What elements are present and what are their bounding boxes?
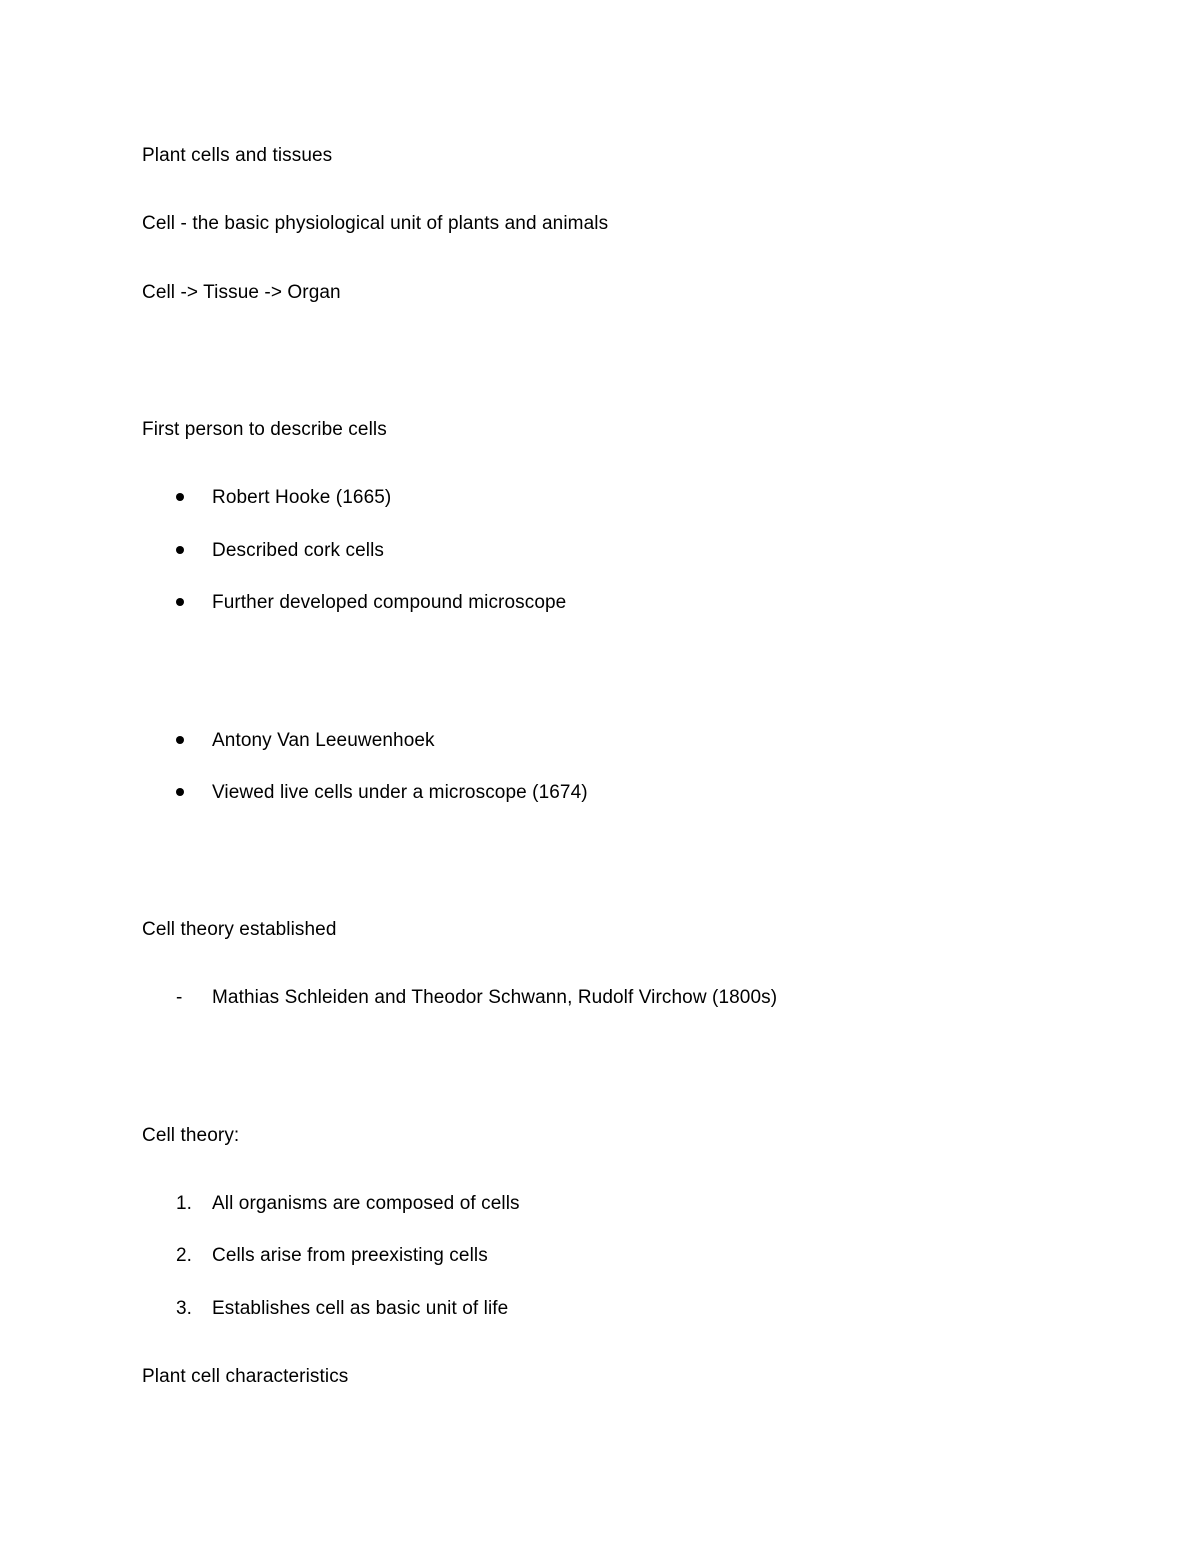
cell-definition: Cell - the basic physiological unit of plants and animals	[142, 213, 609, 234]
list-item-text: Robert Hooke (1665)	[212, 487, 392, 508]
list-item-text: All organisms are composed of cells	[212, 1193, 520, 1214]
list-item-text: Mathias Schleiden and Theodor Schwann, Rudolf Virchow (1800s)	[212, 987, 778, 1008]
cell-theory-heading: Cell theory:	[142, 1125, 240, 1146]
document-title: Plant cells and tissues	[142, 145, 333, 166]
theory-established-heading: Cell theory established	[142, 919, 337, 940]
cell-hierarchy: Cell -> Tissue -> Organ	[142, 282, 341, 303]
bullet-icon	[176, 493, 184, 501]
list-item-text: Viewed live cells under a microscope (1674)	[212, 782, 588, 803]
list-item-text: Described cork cells	[212, 540, 384, 561]
characteristics-heading: Plant cell characteristics	[142, 1366, 349, 1387]
bullet-icon	[176, 736, 184, 744]
bullet-icon	[176, 598, 184, 606]
dash-marker: -	[176, 987, 183, 1008]
list-number: 3.	[176, 1298, 192, 1319]
list-item-text: Establishes cell as basic unit of life	[212, 1298, 509, 1319]
list-number: 1.	[176, 1193, 192, 1214]
bullet-icon	[176, 788, 184, 796]
bullet-icon	[176, 546, 184, 554]
list-item-text: Antony Van Leeuwenhoek	[212, 730, 435, 751]
list-number: 2.	[176, 1245, 192, 1266]
first-person-heading: First person to describe cells	[142, 419, 387, 440]
list-item-text: Further developed compound microscope	[212, 592, 567, 613]
list-item-text: Cells arise from preexisting cells	[212, 1245, 488, 1266]
